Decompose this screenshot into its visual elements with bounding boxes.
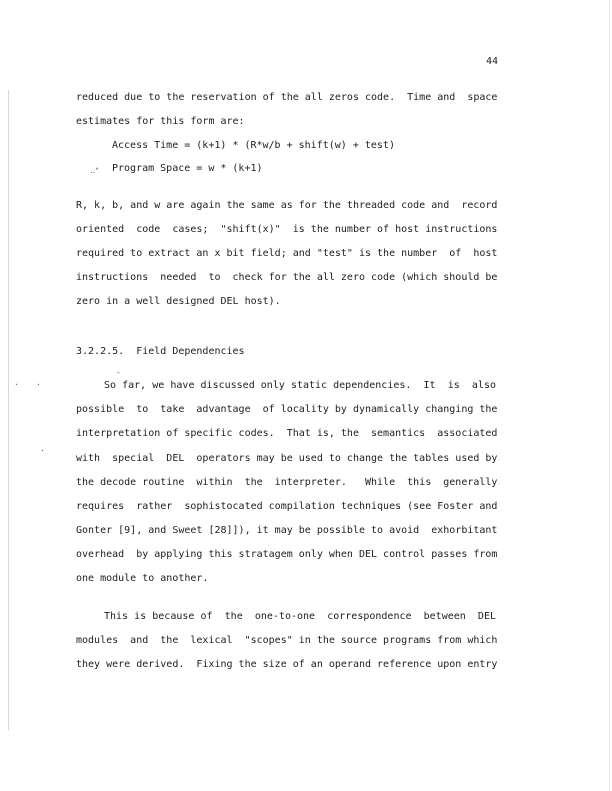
margin-mark: ‥ᐢ <box>90 166 99 175</box>
body-line: interpretation of specific codes. That is, the semantics associated <box>76 428 498 439</box>
body-line: modules and the lexical "scopes" in the source programs from which <box>76 635 498 646</box>
scan-edge-left <box>8 90 9 730</box>
body-line: possible to take advantage of locality by dynamically changing the <box>76 404 498 415</box>
body-line: zero in a well designed DEL host). <box>76 296 281 307</box>
scan-edge-right <box>609 0 610 791</box>
page-number: 44 <box>485 56 498 67</box>
body-line: estimates for this form are: <box>76 116 245 127</box>
body-line: one module to another. <box>76 573 209 584</box>
body-line: required to extract an x bit field; and "test" is the number of host <box>76 248 498 259</box>
body-line: Gonter [9], and Sweet [28]]), it may be possible to avoid exhorbitant <box>76 525 498 536</box>
margin-mark: · <box>36 380 41 389</box>
equation-access-time: Access Time = (k+1) * (R*w/b + shift(w) + test) <box>112 140 395 151</box>
body-line: reduced due to the reservation of the all zeros code. Time and space <box>76 92 498 103</box>
section-heading: 3.2.2.5. Field Dependencies <box>76 346 245 357</box>
body-line: the decode routine within the interpreter. While this generally <box>76 477 498 488</box>
body-line: R, k, b, and w are again the same as for the threaded code and record <box>76 200 498 211</box>
body-line: instructions needed to check for the all zero code (which should be <box>76 272 498 283</box>
body-line: So far, we have discussed only static dependencies. It is also <box>104 380 496 391</box>
margin-mark: - <box>116 368 121 377</box>
body-line: with special DEL operators may be used to change the tables used by <box>76 453 498 464</box>
body-line: they were derived. Fixing the size of an operand reference upon entry <box>76 659 498 670</box>
body-line: oriented code cases; "shift(x)" is the number of host instructions <box>76 224 498 235</box>
margin-mark: · <box>40 446 45 455</box>
body-line: overhead by applying this stratagem only when DEL control passes from <box>76 549 498 560</box>
body-line: requires rather sophistocated compilation techniques (see Foster and <box>76 501 498 512</box>
body-line: This is because of the one-to-one correspondence between DEL <box>104 611 496 622</box>
equation-program-space: Program Space = w * (k+1) <box>112 163 263 174</box>
margin-mark: · <box>14 380 19 389</box>
